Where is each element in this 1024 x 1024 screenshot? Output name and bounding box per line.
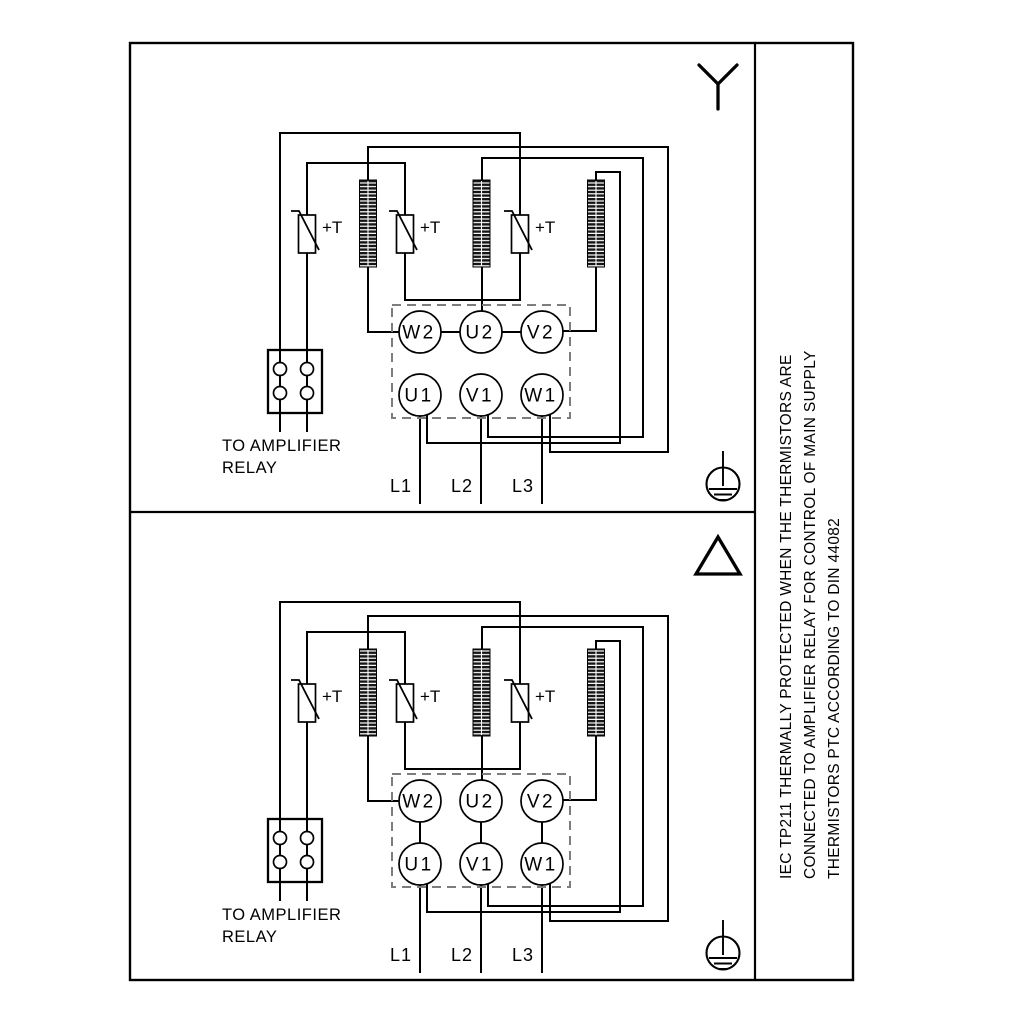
terminal-label: W2 [402, 322, 436, 344]
wire-run [368, 267, 400, 332]
wire-run [405, 253, 520, 300]
wire-run [405, 722, 520, 769]
wire-run [562, 736, 596, 800]
supply-line-labels [390, 476, 534, 496]
terminal-label: V1 [465, 385, 495, 407]
wire-run [307, 632, 405, 684]
amplifier-relay-terminal-box [222, 819, 341, 946]
amplifier-relay-terminal-box [222, 350, 341, 477]
wire-run [368, 736, 400, 801]
thermistor-label: +T [322, 218, 343, 237]
supply-line-labels [390, 945, 534, 965]
side-note [778, 350, 843, 879]
relay-terminal [301, 363, 314, 376]
relay-terminal [301, 387, 314, 400]
relay-terminal [274, 363, 287, 376]
supply-line-label: L2 [450, 476, 473, 496]
drawing-frame [130, 43, 853, 980]
thermistor [299, 684, 316, 722]
terminal-label: U1 [404, 385, 434, 407]
terminal-label: W2 [402, 791, 436, 813]
terminal-label: U1 [404, 854, 434, 876]
thermistor [512, 215, 529, 253]
wire-run [307, 163, 405, 215]
terminal-label: U2 [465, 791, 495, 813]
star-connection-panel [222, 65, 740, 504]
side-note-line: IEC TP211 THERMALLY PROTECTED WHEN THE THERMISTORS ARE [778, 354, 795, 879]
relay-terminal [274, 856, 287, 869]
wire-run [562, 267, 596, 331]
thermistors [291, 211, 555, 253]
thermistor [397, 215, 414, 253]
relay-terminal [274, 832, 287, 845]
supply-line-label: L3 [511, 945, 534, 965]
thermistor [512, 684, 529, 722]
thermistor [397, 684, 414, 722]
supply-line-label: L3 [511, 476, 534, 496]
supply-line-label: L1 [389, 945, 412, 965]
thermistor-label: +T [535, 687, 556, 706]
thermistor [299, 215, 316, 253]
star-icon [699, 65, 737, 109]
thermistor-label: +T [535, 218, 556, 237]
terminal-label: V1 [465, 854, 495, 876]
terminal-label: V2 [526, 322, 556, 344]
delta-icon [696, 537, 740, 574]
relay-terminal [274, 387, 287, 400]
thermistor-label: +T [420, 687, 441, 706]
terminal-label: W1 [524, 854, 558, 876]
thermistor-label: +T [420, 218, 441, 237]
protective-earth-icon [707, 920, 740, 970]
side-note-line: THERMISTORS PTC ACCORDING TO DIN 44082 [826, 517, 843, 879]
delta-connection-panel [222, 537, 740, 973]
relay-note-line2: RELAY [222, 459, 278, 477]
thermistors [291, 680, 555, 722]
protective-earth-icon [707, 451, 740, 501]
thermistor-label: +T [322, 687, 343, 706]
supply-line-label: L2 [450, 945, 473, 965]
delta-terminal-links [420, 822, 542, 843]
terminal-label: U2 [465, 322, 495, 344]
side-note-line: CONNECTED TO AMPLIFIER RELAY FOR CONTROL OF MAIN SUPPLY [802, 350, 819, 879]
relay-note-line1: TO AMPLIFIER [222, 437, 342, 455]
relay-note-line1: TO AMPLIFIER [222, 906, 342, 924]
supply-line-label: L1 [389, 476, 412, 496]
relay-box [268, 819, 322, 882]
terminal-label: V2 [526, 791, 556, 813]
terminal-label: W1 [524, 385, 558, 407]
relay-box [268, 350, 322, 413]
terminal-board [392, 305, 570, 418]
relay-terminal [301, 832, 314, 845]
relay-note-line2: RELAY [222, 928, 278, 946]
relay-terminal [301, 856, 314, 869]
